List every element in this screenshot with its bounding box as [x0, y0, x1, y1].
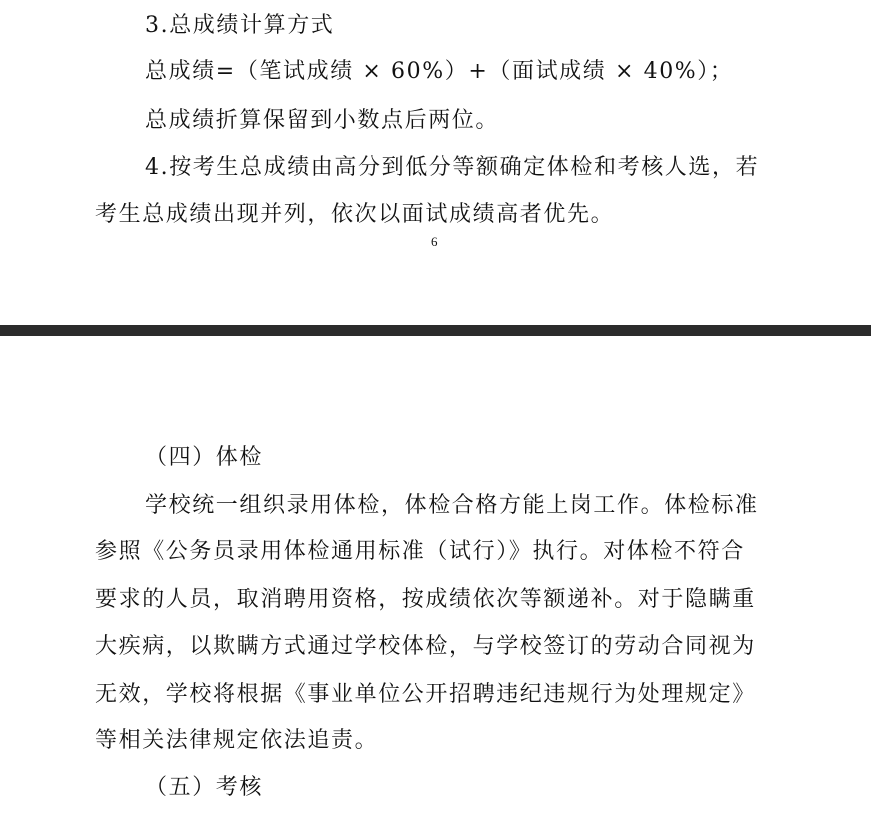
text-line-exam-1: 学校统一组织录用体检，体检合格方能上岗工作。体检标准 [145, 493, 759, 518]
page-separator [0, 325, 871, 336]
text-line-score-method-heading: 3.总成绩计算方式 [145, 13, 335, 38]
section-heading-assessment: （五）考核 [145, 775, 264, 800]
section-heading-physical-exam: （四）体检 [145, 445, 264, 470]
text-line-tie-rule: 考生总成绩出现并列，依次以面试成绩高者优先。 [95, 202, 615, 227]
document-page-upper [0, 0, 871, 325]
page-number: 6 [431, 234, 438, 249]
text-line-score-formula: 总成绩=（笔试成绩 × 60%）+（面试成绩 × 40%）； [145, 59, 734, 84]
text-line-rounding: 总成绩折算保留到小数点后两位。 [145, 108, 500, 133]
text-line-exam-3: 要求的人员，取消聘用资格，按成绩依次等额递补。对于隐瞒重 [95, 587, 756, 612]
text-line-exam-6: 等相关法律规定依法追责。 [95, 728, 379, 753]
text-line-exam-5: 无效，学校将根据《事业单位公开招聘违纪违规行为处理规定》 [95, 682, 756, 707]
document-page-lower [0, 336, 871, 820]
text-line-exam-4: 大疾病，以欺瞒方式通过学校体检，与学校签订的劳动合同视为 [95, 634, 756, 659]
text-line-exam-2: 参照《公务员录用体检通用标准（试行）》执行。对体检不符合 [95, 539, 745, 564]
text-line-selection-rule: 4.按考生总成绩由高分到低分等额确定体检和考核人选，若 [145, 155, 760, 180]
